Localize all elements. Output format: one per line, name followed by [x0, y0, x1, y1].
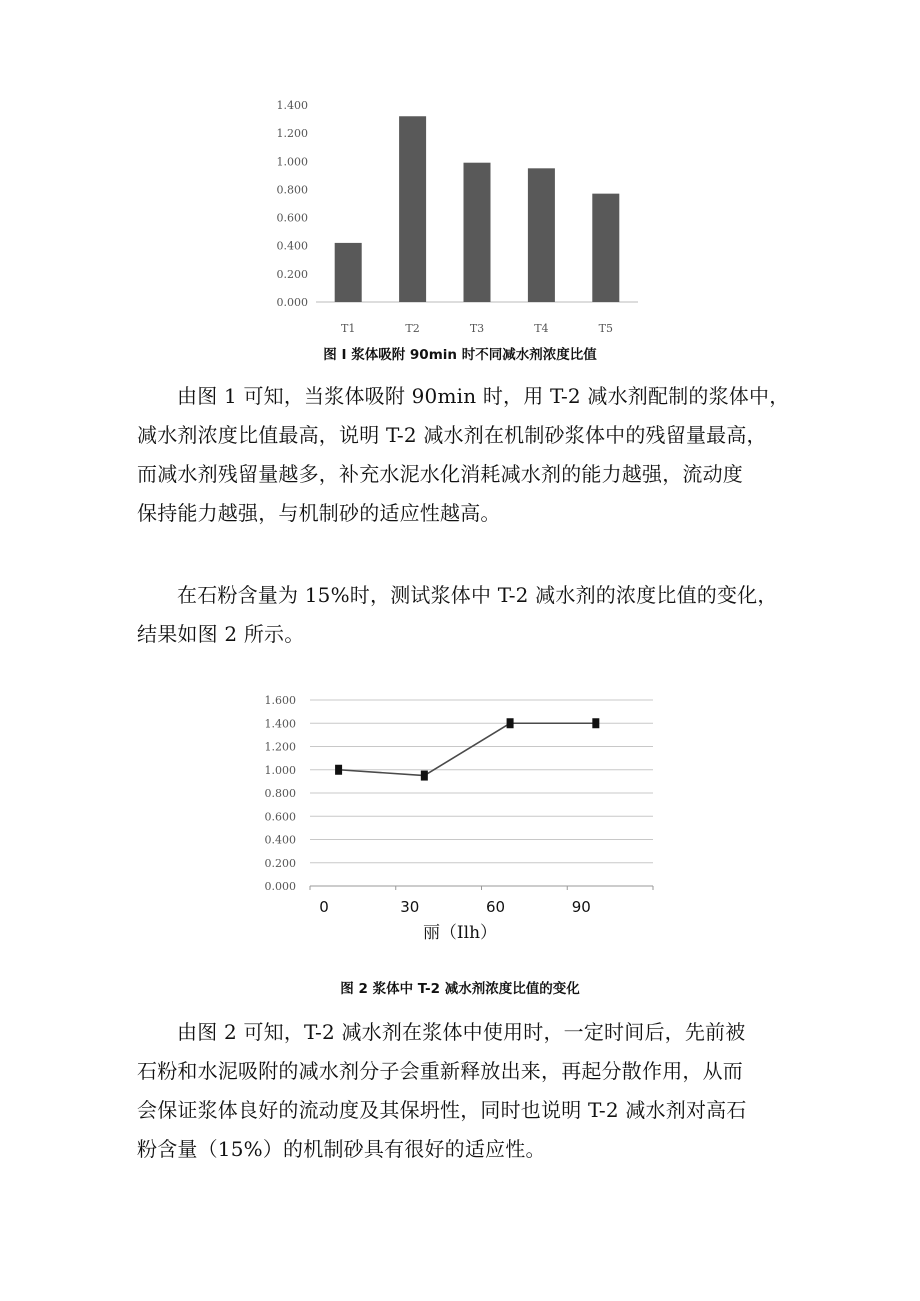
y-tick-label: 1.200: [276, 127, 308, 141]
x-tick-label: 30: [400, 898, 420, 916]
x-tick-label: T2: [405, 322, 420, 335]
y-tick-label: 0.000: [264, 880, 296, 893]
x-tick-label: 90: [571, 898, 591, 916]
y-tick-label: 1.400: [264, 717, 296, 731]
paragraph-line: 减水剂浓度比值最高，说明 T-2 减水剂在机制砂浆体中的残留量最高，: [137, 423, 767, 447]
x-tick-label: T1: [341, 322, 356, 335]
y-tick-label: 0.600: [276, 211, 308, 225]
paragraph-line: 而减水剂残留量越多，补充水泥水化消耗减水剂的能力越强，流动度: [137, 462, 743, 486]
y-tick-label: 1.000: [264, 763, 296, 777]
figure-2-caption: 图 2 浆体中 T-2 减水剂浓度比值的变化: [340, 981, 580, 997]
x-axis-label: 丽（Ilh）: [422, 923, 498, 943]
y-tick-label: 0.400: [276, 239, 308, 253]
y-tick-label: 0.400: [264, 833, 296, 847]
paragraph-line: 结果如图 2 所示。: [137, 622, 305, 646]
paragraph-line: 保持能力越强，与机制砂的适应性越高。: [137, 501, 501, 525]
y-tick-label: 1.000: [276, 155, 308, 169]
x-tick-label: 0: [319, 898, 329, 916]
paragraph-line: 石粉和水泥吸附的减水剂分子会重新释放出来，再起分散作用，从而: [137, 1059, 743, 1083]
y-tick-label: 1.400: [276, 99, 308, 112]
line-chart-fig2: [255, 690, 665, 950]
paragraph-3: [137, 1013, 797, 1169]
paragraph-1: [137, 377, 797, 533]
paragraph-line: 粉含量（15%）的机制砂具有很好的适应性。: [137, 1137, 546, 1161]
data-point: [335, 765, 342, 775]
y-tick-label: 1.200: [264, 740, 296, 754]
bar-chart-fig1: [268, 92, 648, 342]
paragraph-2: [137, 576, 797, 654]
y-tick-label: 0.800: [264, 787, 296, 800]
data-point: [421, 771, 428, 781]
x-tick-label: T5: [598, 322, 613, 335]
bar-t5: [592, 194, 619, 302]
y-tick-label: 0.200: [276, 267, 308, 281]
y-tick-label: 0.800: [276, 183, 308, 197]
x-tick-label: T4: [534, 322, 549, 335]
paragraph-line: 由图 1 可知，当浆体吸附 90min 时，用 T-2 减水剂配制的浆体中，: [177, 384, 790, 408]
y-tick-label: 0.200: [264, 856, 296, 870]
paragraph-line: 由图 2 可知，T-2 减水剂在浆体中使用时，一定时间后，先前被: [177, 1020, 746, 1044]
paragraph-line: 在石粉含量为 15%时，测试浆体中 T-2 减水剂的浓度比值的变化，: [177, 583, 778, 607]
data-point: [507, 718, 514, 728]
y-tick-label: 0.000: [276, 296, 308, 309]
bar-t4: [528, 168, 555, 302]
y-tick-label: 0.600: [264, 810, 296, 824]
x-tick-label: T3: [469, 322, 485, 335]
bar-t3: [464, 163, 491, 302]
y-tick-label: 1.600: [264, 694, 296, 707]
paragraph-line: 会保证浆体良好的流动度及其保坍性，同时也说明 T-2 减水剂对高石: [137, 1098, 747, 1122]
data-point: [592, 718, 599, 728]
bar-t1: [335, 243, 362, 302]
bar-t2: [399, 116, 426, 302]
x-tick-label: 60: [485, 898, 506, 916]
series-line: [339, 723, 596, 775]
figure-1-caption: 图 I 浆体吸附 90min 时不同减水剂浓度比值: [323, 347, 597, 363]
